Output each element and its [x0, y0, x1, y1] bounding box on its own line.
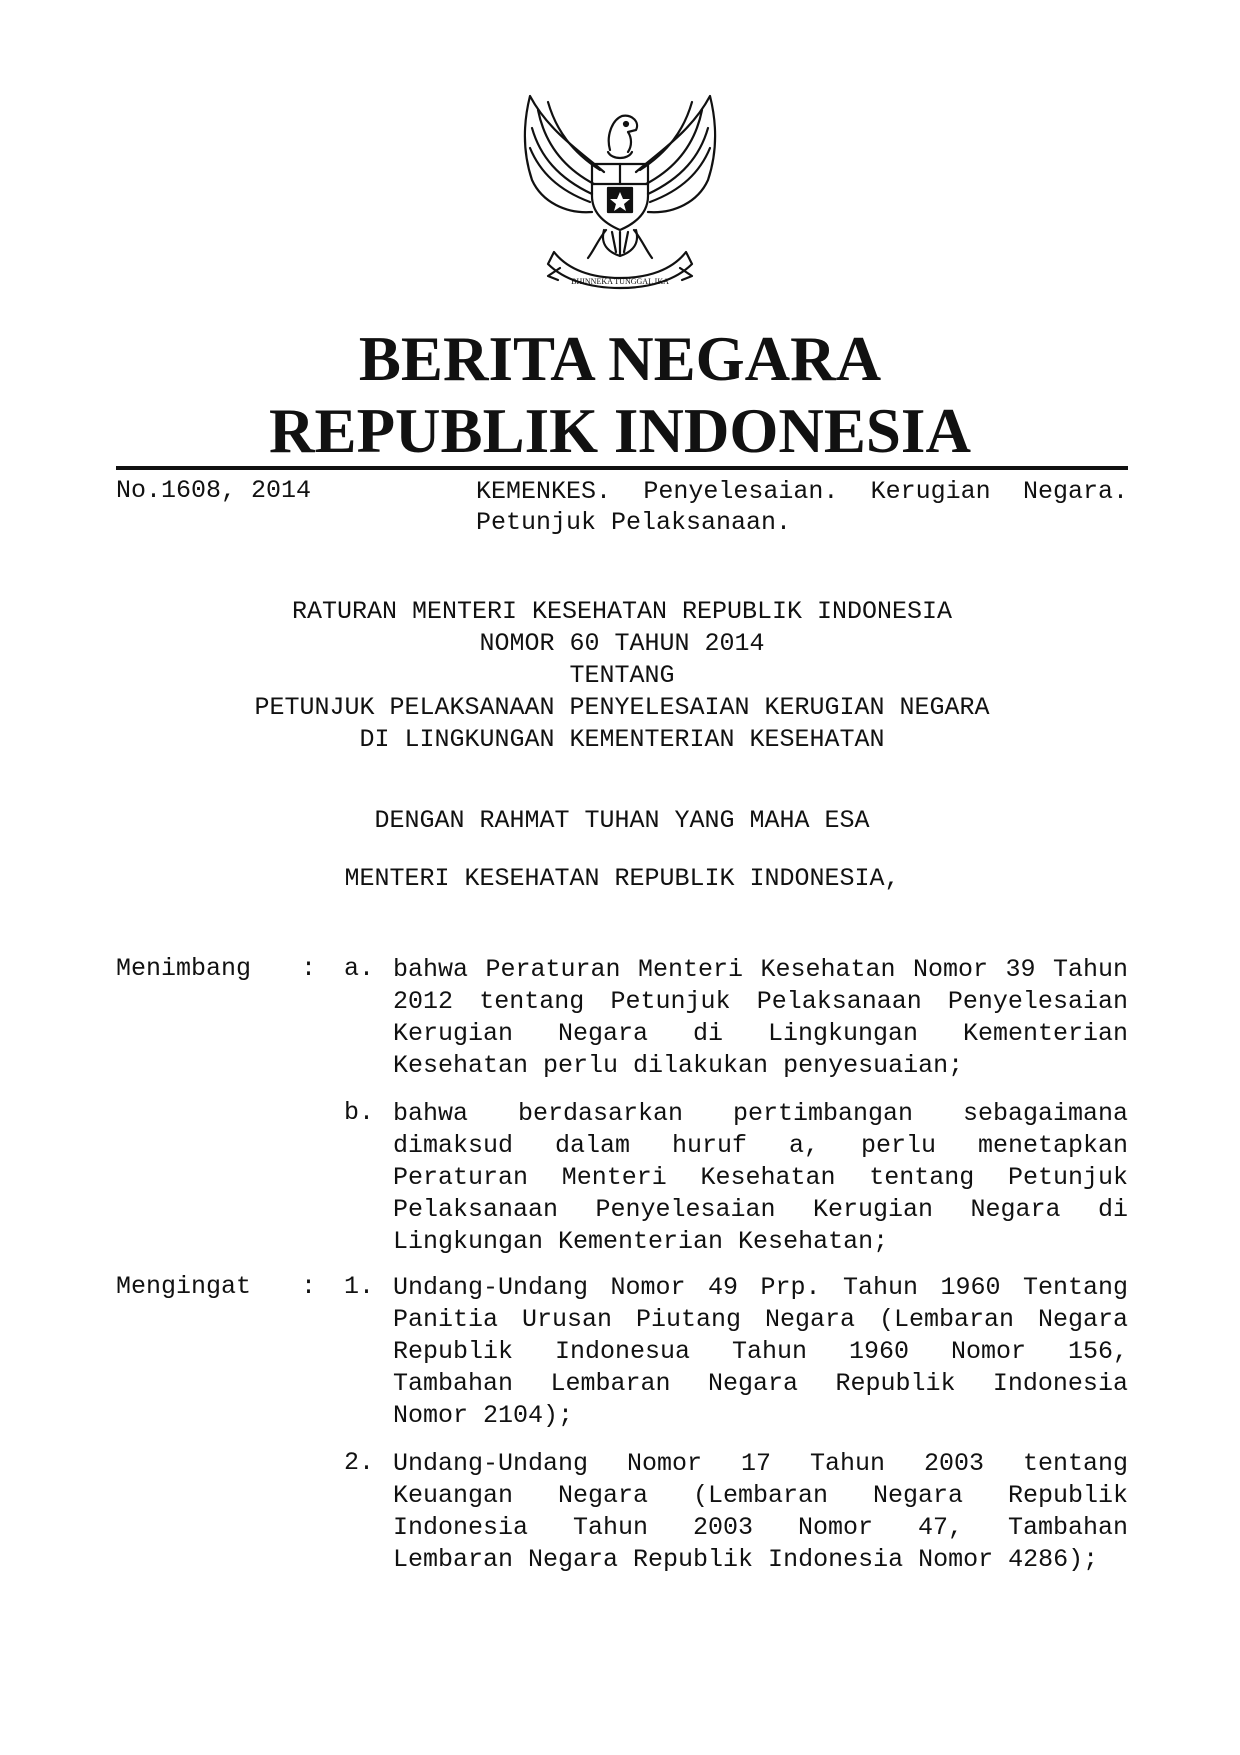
item-marker: a. [344, 954, 375, 983]
word: 2003 [692, 1513, 753, 1542]
word: Panitia [393, 1305, 499, 1334]
word: Nomor [950, 1337, 1026, 1366]
word: Petunjuk [1007, 1163, 1128, 1192]
word: Urusan [522, 1305, 613, 1334]
word: sebagaimana [962, 1099, 1128, 1128]
word: Nomor [912, 955, 988, 984]
subject-word: Penyelesaian. [643, 477, 839, 506]
title-line: TENTANG [569, 661, 675, 690]
word: tentang [479, 987, 585, 1016]
text-line [393, 1162, 1128, 1194]
word: Penyelesaian [595, 1195, 776, 1224]
word: Negara [764, 1305, 855, 1334]
word: Prp. [760, 1273, 821, 1302]
word: 17 [741, 1449, 772, 1478]
word: Negara [970, 1195, 1061, 1224]
word: Piutang [635, 1305, 742, 1334]
word: 47, [917, 1513, 963, 1542]
word: di [1097, 1195, 1128, 1224]
section-colon: : [301, 1272, 317, 1301]
word: Nomor [797, 1513, 873, 1542]
text-line: Kesehatan perlu dilakukan penyesuaian; [393, 1051, 964, 1080]
word: Tahun [573, 1513, 649, 1542]
word: Peraturan [485, 955, 621, 984]
word: Lembaran [550, 1369, 671, 1398]
word: 49 [708, 1273, 739, 1302]
text-line [393, 1368, 1128, 1400]
word: Tahun [809, 1449, 885, 1478]
word: 156, [1067, 1337, 1128, 1366]
word: Peraturan [393, 1163, 529, 1192]
gazette-subject [476, 476, 1128, 538]
word: a, [788, 1131, 819, 1160]
word: Keuangan [393, 1481, 514, 1510]
word: 39 [1005, 955, 1036, 984]
word: Negara [1037, 1305, 1128, 1334]
word: Penyelesaian [947, 987, 1128, 1016]
word: pertimbangan [732, 1099, 913, 1128]
text-line [393, 1448, 1128, 1480]
text-line [393, 1336, 1128, 1368]
masthead-title: BERITA NEGARA [358, 324, 882, 394]
item-marker: 1. [344, 1272, 375, 1301]
text-line: Nomor 2104); [393, 1401, 574, 1430]
item-marker: b. [344, 1098, 375, 1127]
section-label: Mengingat [116, 1272, 252, 1301]
word: Republik [393, 1337, 514, 1366]
word: Indonesua [555, 1337, 691, 1366]
word: perlu [860, 1131, 936, 1160]
header-rule [116, 466, 1128, 470]
section-colon: : [301, 954, 317, 983]
text-line [393, 954, 1128, 986]
word: Indonesia [393, 1513, 529, 1542]
word: Kesehatan [700, 1163, 836, 1192]
item-text [393, 1448, 1128, 1576]
text-line [393, 1272, 1128, 1304]
word: menetapkan [977, 1131, 1128, 1160]
word: (Lembaran [878, 1305, 1014, 1334]
word: Negara [872, 1481, 963, 1510]
word: Tahun [842, 1273, 918, 1302]
word: Undang-Undang [393, 1273, 589, 1302]
title-line: RATURAN MENTERI KESEHATAN REPUBLIK INDONESIA [291, 597, 953, 626]
text-line [393, 1098, 1128, 1130]
text-line [393, 1018, 1128, 1050]
word: Tentang [1022, 1273, 1128, 1302]
invocation: DENGAN RAHMAT TUHAN YANG MAHA ESA [374, 806, 870, 835]
word: 1960 [848, 1337, 909, 1366]
word: tentang [869, 1163, 975, 1192]
word: Menteri [637, 955, 744, 984]
word: Indonesia [992, 1369, 1128, 1398]
text-line: Lingkungan Kementerian Kesehatan; [393, 1227, 889, 1256]
word: Negara [707, 1369, 798, 1398]
text-line: Lembaran Negara Republik Indonesia Nomor 4286); [393, 1545, 1099, 1574]
masthead-subtitle: REPUBLIK INDONESIA [269, 396, 971, 466]
subject-line-1 [476, 476, 1128, 507]
word: Republik [1007, 1481, 1128, 1510]
word: dimaksud [393, 1131, 514, 1160]
garuda-emblem-icon [508, 80, 732, 300]
word: dalam [555, 1131, 631, 1160]
word: Petunjuk [610, 987, 731, 1016]
subject-word: Kerugian [870, 477, 991, 506]
title-line: DI LINGKUNGAN KEMENTERIAN KESEHATAN [359, 725, 885, 754]
text-line [393, 1512, 1128, 1544]
word: Tambahan [1007, 1513, 1128, 1542]
subject-line-2: Petunjuk Pelaksanaan. [476, 508, 792, 537]
word: Kesehatan [760, 955, 896, 984]
word: Kerugian [813, 1195, 934, 1224]
text-line [393, 1194, 1128, 1226]
word: Negara [558, 1481, 649, 1510]
text-line [393, 1130, 1128, 1162]
word: di [692, 1019, 723, 1048]
word: bahwa [393, 1099, 469, 1128]
item-text [393, 1098, 1128, 1258]
word: Tahun [1052, 955, 1128, 984]
word: Menteri [561, 1163, 667, 1192]
regulation-title [116, 596, 1128, 756]
subject-word: KEMENKES. [476, 477, 612, 506]
title-line: NOMOR 60 TAHUN 2014 [479, 629, 765, 658]
subject-word: Negara. [1022, 477, 1128, 506]
emblem-motto: BHINNEKA TUNGGAL IKA [571, 277, 669, 286]
title-line: PETUNJUK PELAKSANAAN PENYELESAIAN KERUGIAN NEGARA [254, 693, 990, 722]
word: (Lembaran [692, 1481, 829, 1510]
word: Tambahan [393, 1369, 514, 1398]
word: Republik [835, 1369, 956, 1398]
word: Lingkungan [767, 1019, 918, 1048]
item-marker: 2. [344, 1448, 375, 1477]
word: huruf [671, 1131, 747, 1160]
item-text [393, 954, 1128, 1082]
word: Nomor [627, 1449, 703, 1478]
word: Pelaksanaan [393, 1195, 559, 1224]
word: Pelaksanaan [756, 987, 922, 1016]
word: Nomor [610, 1273, 686, 1302]
word: Tahun [732, 1337, 808, 1366]
word: Kementerian [962, 1019, 1128, 1048]
word: Negara [558, 1019, 649, 1048]
word: bahwa [393, 955, 469, 984]
gazette-number: No.1608, 2014 [116, 476, 312, 505]
text-line [393, 1304, 1128, 1336]
text-line [393, 1480, 1128, 1512]
text-line [393, 986, 1128, 1018]
word: 2003 [923, 1449, 984, 1478]
word: berdasarkan [517, 1099, 683, 1128]
word: 2012 [393, 987, 454, 1016]
word: 1960 [940, 1273, 1001, 1302]
word: Kerugian [393, 1019, 514, 1048]
word: Undang-Undang [393, 1449, 589, 1478]
word: tentang [1022, 1449, 1128, 1478]
item-text [393, 1272, 1128, 1432]
minister-heading: MENTERI KESEHATAN REPUBLIK INDONESIA, [344, 864, 900, 893]
section-label: Menimbang [116, 954, 252, 983]
